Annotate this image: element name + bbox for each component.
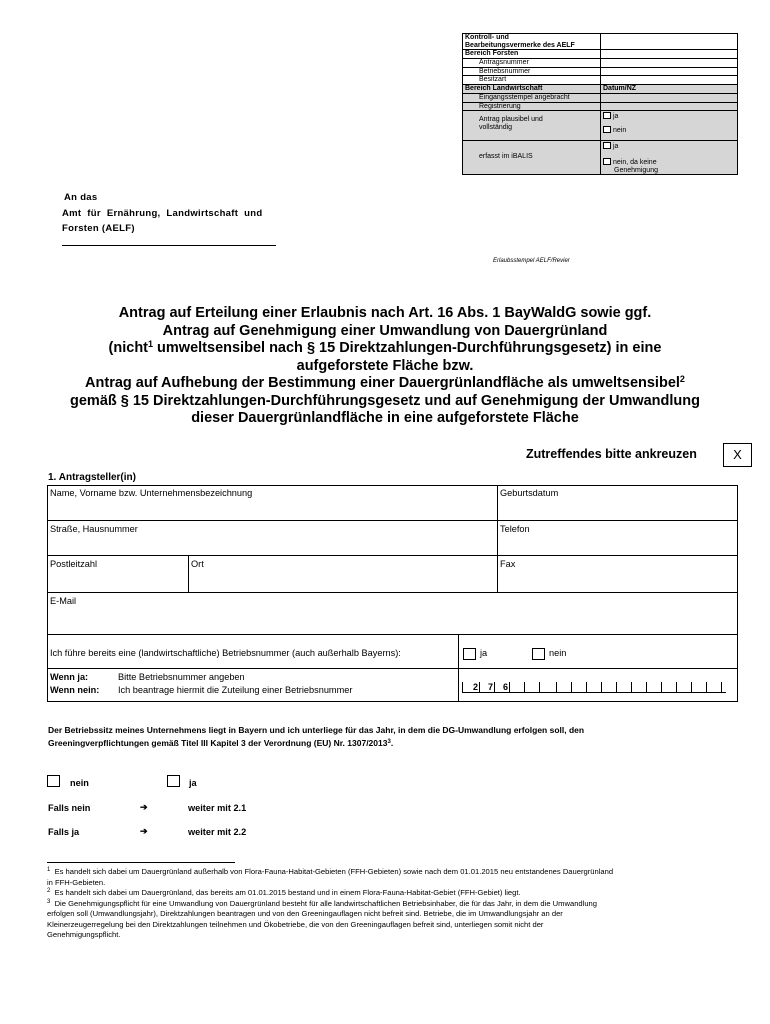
digit-box-tick	[721, 682, 722, 692]
title-line1: Antrag auf Erteilung einer Erlaubnis nach Art. 16 Abs. 1 BayWaldG sowie ggf.	[118, 305, 652, 321]
email-label: E-Mail	[50, 596, 77, 606]
telefon-label: Telefon	[500, 524, 530, 534]
title-line2: Antrag auf Genehmigung einer Umwandlung von Dauergrünland	[162, 322, 608, 339]
digit-box-tick	[601, 682, 602, 692]
row-divider	[47, 668, 738, 669]
plausibel-nein-label: nein	[613, 126, 627, 134]
name-field-label: Name, Vorname bzw. Unternehmensbezeichnung	[50, 488, 253, 498]
besitzart-field[interactable]	[601, 76, 738, 85]
section1-heading: 1. Antragsteller(in)	[48, 472, 136, 483]
fax-label: Fax	[500, 559, 516, 569]
footnote-3-cont1: erfolgen soll (Umwandlungsjahr), Direktzahlungen beantragen und von den Greeningauflagen nicht befreit sind. Betriebe, die im Umwandlungsjahr an der	[47, 909, 563, 918]
footnote-1-cont: in FFH-Gebieten.	[47, 877, 106, 887]
zutreffend-label: Zutreffendes bitte ankreuzen	[526, 447, 697, 461]
digit-box-tick	[479, 682, 480, 692]
control-landwirtschaft: Bereich Landwirtschaft	[463, 85, 601, 94]
footnote-3-cont3: Genehmigungspflicht.	[47, 930, 121, 939]
row-divider	[47, 592, 738, 593]
footnote-2-num: 2	[47, 888, 51, 894]
control-header-value[interactable]	[601, 34, 738, 50]
betriebssitz-line2-text: Greeningverpflichtungen gemäß Titel III Kapitel 3 der Verordnung (EU) Nr. 1307/2013	[48, 738, 388, 748]
wenn-ja-text: Bitte Betriebsnummer angeben	[118, 672, 245, 682]
digit-box-tick	[462, 682, 463, 692]
footnote-ref-3: 3	[387, 739, 391, 745]
digit-box-tick	[616, 682, 617, 692]
digit-box-tick	[509, 682, 510, 692]
arrow-icon: ➔	[140, 826, 148, 836]
footnote-ref-2: 2	[679, 374, 685, 384]
address-line3: Forsten (AELF)	[62, 223, 135, 234]
falls-ja-label: Falls ja	[48, 827, 80, 837]
footnote-1-text: Es handelt sich dabei um Dauergrünland außerhalb von Flora-Fauna-Habitat-Gebieten (FFH-Gebieten) sowie nach dem 01.01.2015 neu entstandenes Dauergrünland	[54, 867, 614, 876]
control-registrierung: Registrierung	[463, 102, 601, 111]
col-divider	[497, 485, 498, 592]
control-forsten: Bereich Forsten	[463, 50, 601, 59]
betriebssitz-ja-checkbox[interactable]	[167, 775, 180, 787]
footnote-2-text: Es handelt sich dabei um Dauergrünland, das bereits am 01.01.2015 bestand und in einem Flora-Fauna-Habitat-Gebiet (FFH-Gebiet) liegt.	[54, 888, 521, 897]
falls-nein-label: Falls nein	[48, 803, 91, 813]
digit-box-tick	[676, 682, 677, 692]
title-line6: gemäß § 15 Direktzahlungen-Durchführungsgesetz und auf Genehmigung der Umwandlung	[70, 392, 700, 409]
weiter-2-2: weiter mit 2.2	[188, 827, 247, 837]
applicant-form	[47, 485, 738, 702]
col-divider	[188, 555, 189, 592]
row-divider	[47, 634, 738, 635]
stamp-label: Erlaubsstempel AELF/Revier	[493, 258, 570, 264]
betriebssitz-nein-checkbox[interactable]	[47, 775, 60, 787]
betriebssitz-line1: Der Betriebssitz meines Unternehmens liegt in Bayern und ich unterliege für das Jahr, in dem die DG-Umwandlung erfolgen soll, den	[48, 725, 585, 735]
title-line7: dieser Dauergrünlandfläche in eine aufgeforstete Fläche	[191, 410, 579, 426]
plausibel-ja-label: ja	[613, 113, 619, 121]
zutreffend-mark-box[interactable]: X	[723, 443, 752, 467]
row-divider	[47, 520, 738, 521]
ibalis-nein-label: nein, da keine	[613, 158, 657, 166]
betriebsnummer-digit-3: 6	[503, 682, 509, 692]
registrierung-field[interactable]	[601, 102, 738, 111]
digit-box-tick	[539, 682, 540, 692]
ibalis-ja-option[interactable]	[603, 142, 735, 151]
control-besitzart: Besitzart	[463, 76, 601, 85]
betriebssitz-nein-label: nein	[70, 778, 89, 788]
page-title	[30, 305, 740, 428]
control-ibalis: erfasst im iBALIS	[463, 141, 601, 175]
plausibel-line2: vollständig	[479, 123, 513, 131]
footnote-2	[47, 888, 747, 899]
plausibel-nein-option[interactable]	[603, 126, 735, 135]
plausibel-nein-checkbox[interactable]	[603, 126, 611, 133]
weiter-2-1: weiter mit 2.1	[188, 803, 247, 813]
digit-box-tick	[691, 682, 692, 692]
title-line4: aufgeforstete Fläche bzw.	[296, 357, 474, 374]
wenn-nein-label: Wenn nein:	[50, 685, 100, 695]
footnote-3-cont2: Kleinerzeugerregelung bei den Direktzahlungen teilnehmen und Ökobetriebe, die von den Greeningauflagen befreit sind, unterliegen somit nicht der	[47, 919, 544, 929]
ibalis-options	[601, 141, 738, 175]
footnote-ref-1: 1	[148, 339, 154, 349]
geburtsdatum-label: Geburtsdatum	[500, 488, 559, 498]
digit-box-tick	[524, 682, 525, 692]
address-line2: Amt für Ernährung, Landwirtschaft und	[62, 208, 263, 219]
antragsnummer-field[interactable]	[601, 59, 738, 68]
wenn-nein-text: Ich beantrage hiermit die Zuteilung einer Betriebsnummer	[118, 685, 353, 695]
control-header	[463, 34, 601, 50]
address-underline	[62, 245, 276, 246]
digit-box-tick	[661, 682, 662, 692]
address-line1: An das	[64, 192, 98, 203]
control-header-line1: Kontroll- und	[465, 34, 509, 41]
title-line5a: Antrag auf Aufhebung der Bestimmung einer Dauergrünlandfläche als umweltsensibel	[85, 375, 680, 391]
ibalis-ja-label: ja	[613, 143, 619, 151]
digit-box-tick	[646, 682, 647, 692]
control-datum: Datum/NZ	[601, 85, 738, 94]
control-header-line2: Bearbeitungsvermerke des AELF	[465, 41, 575, 49]
betriebsnummer-digit-baseline	[462, 692, 726, 693]
control-eingang: Eingangsstempel angebracht	[463, 93, 601, 102]
digit-box-tick	[706, 682, 707, 692]
control-betriebsnummer: Betriebsnummer	[463, 67, 601, 76]
betriebsnummer-digit-2: 7	[488, 682, 494, 692]
footnotes	[47, 867, 747, 941]
title-line5	[30, 375, 740, 393]
betriebsnummer-field[interactable]	[601, 67, 738, 76]
control-antragsnummer: Antragsnummer	[463, 59, 601, 68]
footnote-3	[47, 899, 747, 910]
betriebssitz-line2	[48, 738, 393, 748]
control-forsten-value[interactable]	[601, 50, 738, 59]
digit-box-tick	[586, 682, 587, 692]
footnote-1	[47, 867, 747, 878]
ibalis-nein-label-2: Genehmigung	[614, 166, 658, 174]
plz-label: Postleitzahl	[50, 559, 97, 569]
title-line3a: (nicht	[108, 340, 149, 356]
footnote-3-num: 3	[47, 898, 51, 905]
plausibel-options	[601, 111, 738, 141]
digit-box-tick	[631, 682, 632, 692]
strasse-label: Straße, Hausnummer	[50, 524, 138, 534]
betriebssitz-line2-end: .	[390, 738, 394, 748]
col-divider	[458, 634, 459, 702]
ibalis-nein-option[interactable]	[603, 158, 735, 167]
betriebsnummer-digit-1: 2	[473, 682, 479, 692]
betriebsnummer-ja-label: ja	[480, 648, 488, 658]
betriebsnummer-ja-checkbox[interactable]	[463, 648, 476, 660]
row-divider	[47, 555, 738, 556]
digit-box-tick	[571, 682, 572, 692]
betriebsnummer-nein-label: nein	[549, 648, 567, 658]
digit-box-tick	[556, 682, 557, 692]
ibalis-ja-checkbox[interactable]	[603, 142, 611, 149]
betriebssitz-ja-label: ja	[189, 778, 197, 788]
plausibel-ja-option[interactable]	[603, 112, 735, 121]
ibalis-nein-checkbox[interactable]	[603, 158, 611, 165]
ort-label: Ort	[191, 559, 204, 569]
footnote-separator	[47, 862, 235, 863]
control-table	[462, 33, 738, 175]
control-plausibel	[463, 111, 601, 141]
arrow-icon: ➔	[140, 802, 148, 812]
wenn-ja-label: Wenn ja:	[50, 672, 89, 682]
plausibel-ja-checkbox[interactable]	[603, 112, 611, 119]
betriebsnummer-question: Ich führe bereits eine (landwirtschaftliche) Betriebsnummer (auch außerhalb Bayerns):	[50, 648, 401, 658]
footnote-1-num: 1	[47, 867, 51, 873]
footnote-3-text: Die Genehmigungspflicht für eine Umwandlung von Dauergrünland besteht für alle landwirtschaftlichen Betriebsinhaber, die für das Jahr, in dem die Umwandlung	[54, 898, 597, 908]
plausibel-line1: Antrag plausibel und	[479, 116, 543, 124]
betriebsnummer-nein-checkbox[interactable]	[532, 648, 545, 660]
digit-box-tick	[494, 682, 495, 692]
title-line3	[30, 340, 740, 358]
title-line3b: umweltsensibel nach § 15 Direktzahlungen-Durchführungsgesetz) in eine	[153, 340, 662, 356]
eingang-field[interactable]	[601, 93, 738, 102]
